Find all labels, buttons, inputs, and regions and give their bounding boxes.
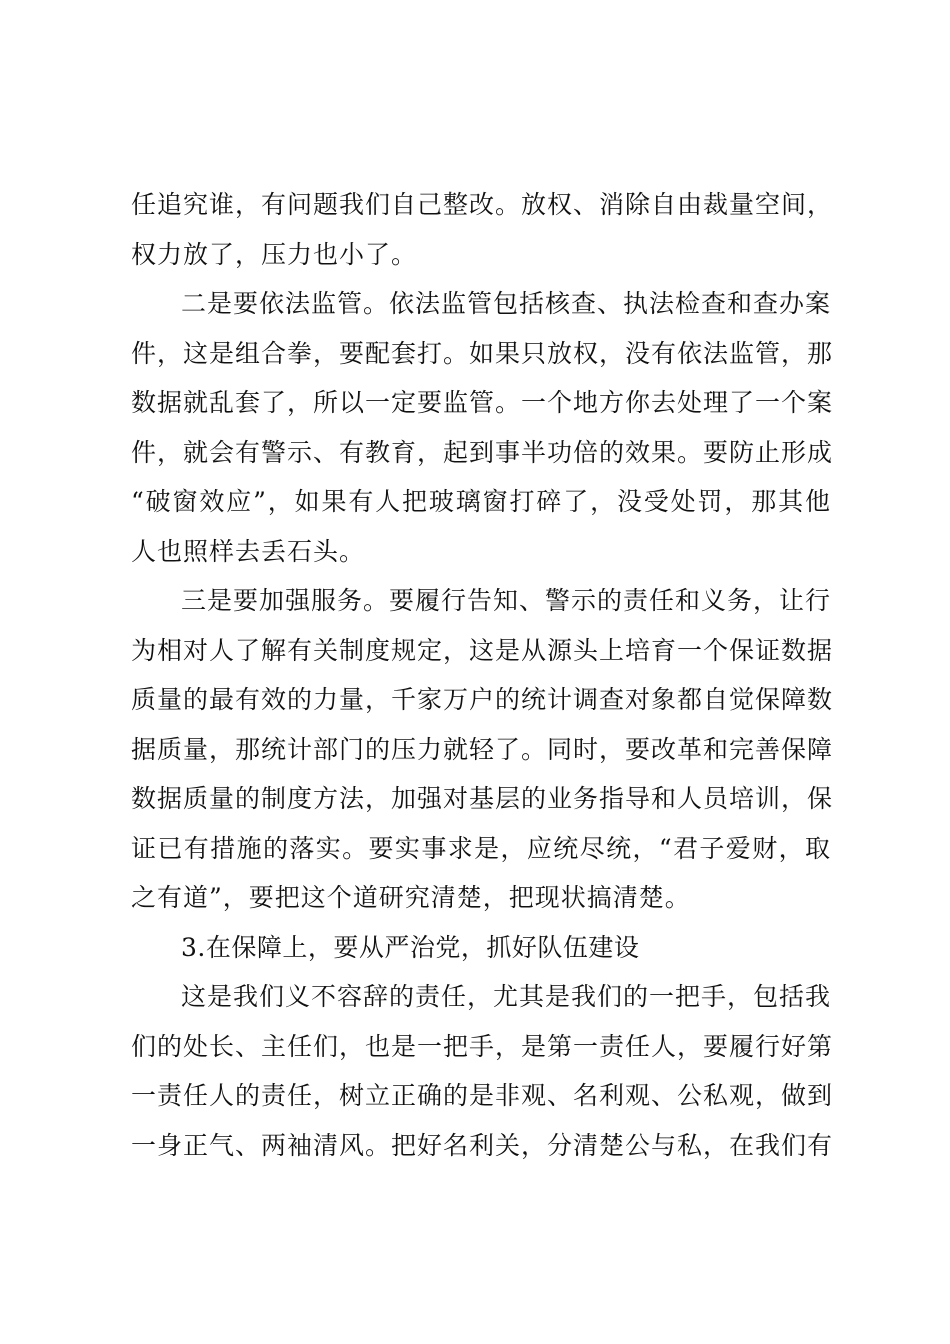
paragraph-start: 二是要依法监管。依法监管包括核查、执法检查和查办案 <box>181 289 832 318</box>
text-line: 之有道”，要把这个道研究清楚，把现状搞清楚。 <box>131 883 691 912</box>
text-line: 件，这是组合拳，要配套打。如果只放权，没有依法监管，那 <box>131 338 834 368</box>
text-line: 质量的最有效的力量，千家万户的统计调查对象都自觉保障数 <box>131 685 834 714</box>
text-line: “破窗效应”，如果有人把玻璃窗打碎了，没受处罚，那其他 <box>131 487 831 516</box>
document-body <box>131 180 834 1170</box>
text-line: 数据就乱套了，所以一定要监管。一个地方你去处理了一个案 <box>131 388 834 417</box>
text-line: 人也照样去丢石头。 <box>131 536 366 566</box>
text-line: 据质量，那统计部门的压力就轻了。同时，要改革和完善保障 <box>131 734 834 764</box>
text-line: 一责任人的责任，树立正确的是非观、名利观、公私观，做到 <box>131 1081 834 1110</box>
text-line: 们的处长、主任们，也是一把手，是第一责任人，要履行好第 <box>131 1031 834 1061</box>
section-heading: 3.在保障上，要从严治党，抓好队伍建设 <box>181 932 640 962</box>
text-line: 任追究谁，有问题我们自己整改。放权、消除自由裁量空间， <box>131 190 834 219</box>
text-line: 为相对人了解有关制度规定，这是从源头上培育一个保证数据 <box>131 635 834 665</box>
text-line: 权力放了，压力也小了。 <box>131 239 418 269</box>
text-line: 一身正气、两袖清风。把好名利关，分清楚公与私，在我们有 <box>131 1130 834 1160</box>
text-line: 证已有措施的落实。要实事求是，应统尽统，“君子爱财，取 <box>131 833 831 863</box>
paragraph-start: 这是我们义不容辞的责任，尤其是我们的一把手，包括我 <box>181 982 832 1011</box>
text-line: 件，就会有警示、有教育，起到事半功倍的效果。要防止形成 <box>131 437 834 467</box>
paragraph-start: 三是要加强服务。要履行告知、警示的责任和义务，让行 <box>181 586 832 615</box>
text-line: 数据质量的制度方法，加强对基层的业务指导和人员培训，保 <box>131 784 834 813</box>
